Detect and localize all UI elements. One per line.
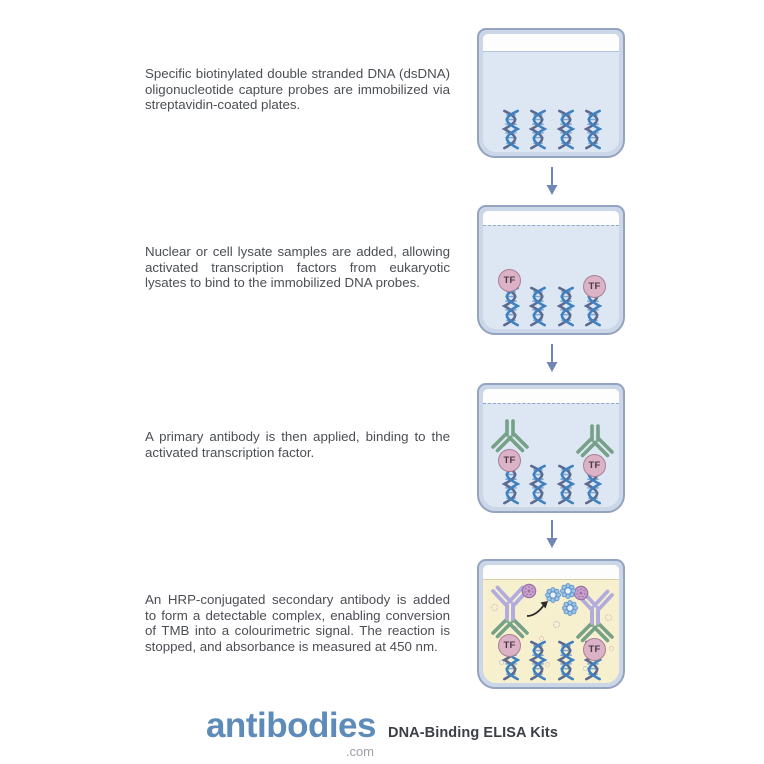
transcription-factor-badge <box>498 269 521 292</box>
dna-probe-icon <box>582 109 604 151</box>
tf-label: TF <box>503 455 516 466</box>
well-step-2 <box>477 205 625 335</box>
hrp-enzyme-icon <box>521 583 537 599</box>
product-title: DNA-Binding ELISA Kits <box>388 725 559 741</box>
brand-logo <box>206 706 376 759</box>
tf-label: TF <box>588 281 601 292</box>
tmb-substrate-icon <box>545 587 561 603</box>
well-air-gap <box>483 211 619 225</box>
well-air-gap <box>483 389 619 403</box>
transcription-factor-badge <box>498 634 521 657</box>
step-1-description: Specific biotinylated double stranded DNA (dsDNA) oligonucleotide capture probes are immobilized via streptavidin-coated plates. <box>145 66 450 113</box>
step-2-description: Nuclear or cell lysate samples are added, allowing activated transcription factors from eukaryotic lysates to bind to the immobilized DNA probes. <box>145 244 450 291</box>
brand-name: antibodies <box>205 706 376 745</box>
brand-domain-suffix: .com <box>345 744 374 759</box>
tf-label: TF <box>588 644 601 655</box>
tmb-substrate-icon <box>562 600 578 616</box>
dna-probe-icon <box>500 109 522 151</box>
dna-probe-icon <box>555 109 577 151</box>
well-step-3 <box>477 383 625 513</box>
footer <box>0 706 764 759</box>
dna-probe-icon <box>555 464 577 506</box>
tf-label: TF <box>503 640 516 651</box>
well-substrate-liquid <box>483 579 619 683</box>
dna-probe-icon <box>527 286 549 328</box>
well-step-1 <box>477 28 625 158</box>
transcription-factor-badge <box>498 449 521 472</box>
well-liquid <box>483 51 619 152</box>
dna-probe-icon <box>527 109 549 151</box>
well-step-4 <box>477 559 625 689</box>
transcription-factor-badge <box>583 275 606 298</box>
transcription-factor-badge <box>583 454 606 477</box>
dna-probe-icon <box>555 286 577 328</box>
dna-probe-icon <box>527 464 549 506</box>
dna-probe-icon <box>527 640 549 682</box>
tf-label: TF <box>588 460 601 471</box>
dna-probe-icon <box>500 286 522 328</box>
well-liquid <box>483 403 619 507</box>
step-arrow-icon <box>544 519 560 549</box>
well-air-gap <box>483 565 619 579</box>
step-3-description: A primary antibody is then applied, binding to the activated transcription factor. <box>145 429 450 460</box>
substrate-speckle <box>553 621 560 628</box>
step-arrow-icon <box>544 166 560 196</box>
step-4-description: An HRP-conjugated secondary antibody is added to form a detectable complex, enabling conversion of TMB into a colourimetric signal. The reaction is stopped, and absorbance is measured at 450 nm. <box>145 592 450 655</box>
step-arrow-icon <box>544 343 560 373</box>
well-liquid <box>483 225 619 329</box>
tmb-substrate-icon <box>560 583 576 599</box>
transcription-factor-badge <box>583 638 606 661</box>
tf-label: TF <box>503 275 516 286</box>
well-air-gap <box>483 34 619 51</box>
